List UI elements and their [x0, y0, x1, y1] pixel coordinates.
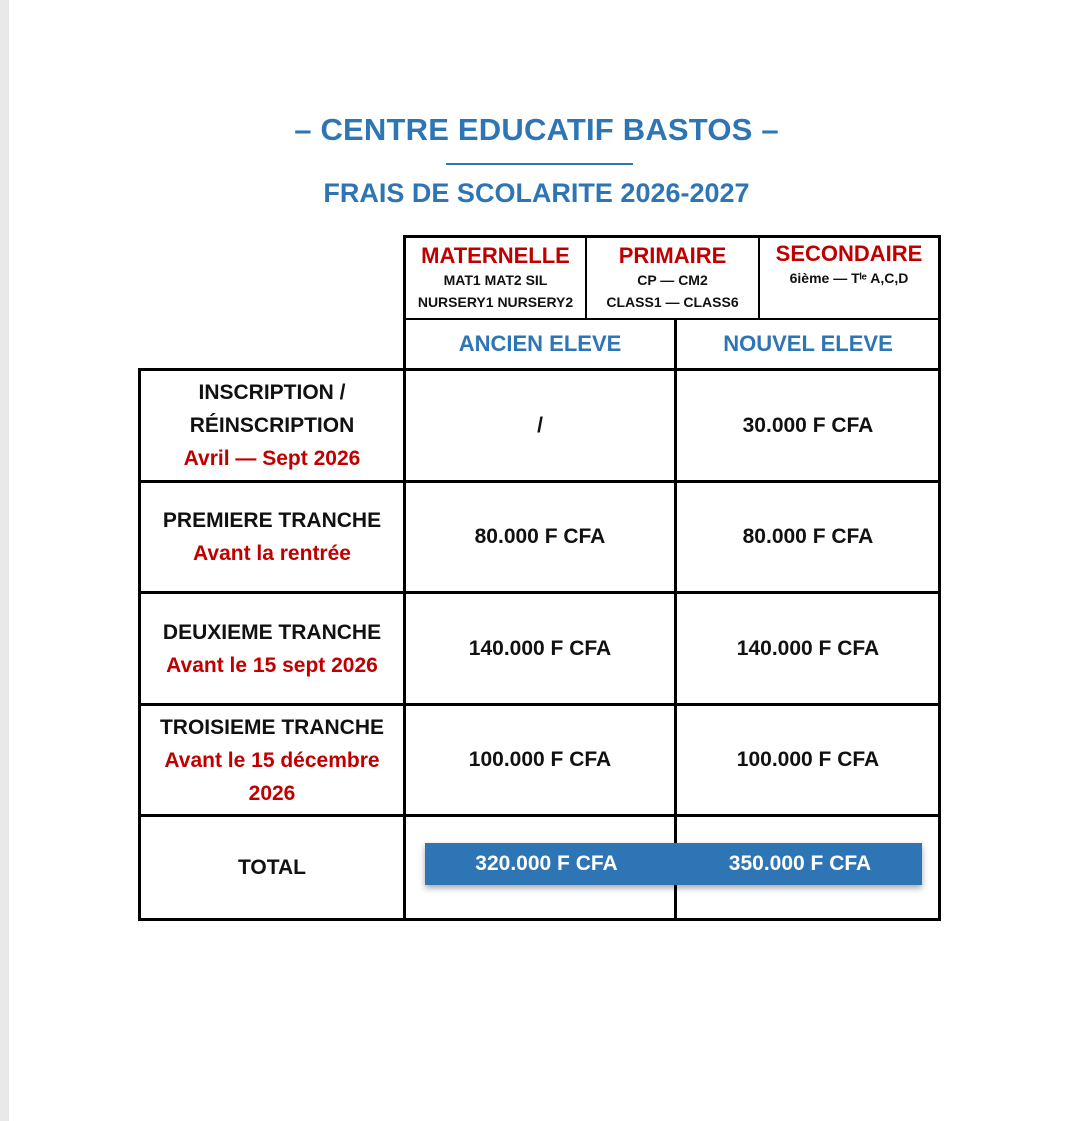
fee-nouvel: 100.000 F CFA — [736, 748, 880, 771]
fee-nouvel: 80.000 F CFA — [742, 525, 874, 548]
level-name: PRIMAIRE — [618, 243, 727, 268]
level-secondaire — [760, 238, 938, 298]
level-primaire — [587, 238, 758, 318]
column-ancien-eleve: ANCIEN ELEVE — [458, 331, 622, 356]
title-divider — [446, 163, 633, 165]
fee-nouvel: 30.000 F CFA — [742, 413, 874, 437]
level-classes-en: NURSERY1 NURSERY2 — [417, 294, 574, 310]
row-deadline: Avant la rentrée — [193, 542, 351, 565]
total-ancien: 320.000 F CFA — [475, 852, 618, 875]
fee-ancien: 80.000 F CFA — [474, 525, 606, 548]
fee-ancien: 140.000 F CFA — [468, 636, 612, 660]
row-title: DEUXIEME TRANCHE — [162, 620, 382, 644]
row-label-inscription — [141, 371, 403, 480]
fee-ancien: / — [537, 413, 543, 437]
level-name: MATERNELLE — [421, 243, 570, 268]
total-nouvel: 350.000 F CFA — [728, 852, 872, 875]
column-nouvel-eleve: NOUVEL ELEVE — [723, 331, 893, 356]
fees-subtitle: FRAIS DE SCOLARITE 2026-2027 — [323, 178, 750, 208]
row-title: INSCRIPTION / — [198, 381, 346, 404]
school-title: – CENTRE EDUCATIF BASTOS – — [294, 112, 779, 147]
level-classes-en: CLASS1 — CLASS6 — [606, 294, 739, 310]
fee-nouvel: 140.000 F CFA — [736, 636, 880, 660]
level-name: SECONDAIRE — [775, 241, 923, 266]
row-title-2: RÉINSCRIPTION — [189, 414, 355, 437]
level-classes: MAT1 MAT2 SIL — [443, 272, 548, 288]
fee-ancien: 100.000 F CFA — [468, 748, 612, 771]
row-deadline: Avril — Sept 2026 — [183, 447, 361, 470]
row-label-troisieme-tranche — [141, 706, 403, 814]
row-label-deuxieme-tranche — [141, 594, 403, 703]
total-label: TOTAL — [237, 855, 307, 879]
row-title: TROISIEME TRANCHE — [159, 715, 384, 739]
row-deadline: Avant le 15 décembre 2026 — [164, 748, 380, 805]
level-classes: 6ième — Tˡᵉ A,C,D — [789, 270, 909, 286]
row-title: PREMIERE TRANCHE — [162, 509, 382, 532]
level-maternelle — [406, 238, 585, 318]
row-label-premiere-tranche — [141, 483, 403, 591]
level-classes: CP — CM2 — [637, 272, 708, 288]
row-deadline: Avant le 15 sept 2026 — [166, 653, 378, 677]
